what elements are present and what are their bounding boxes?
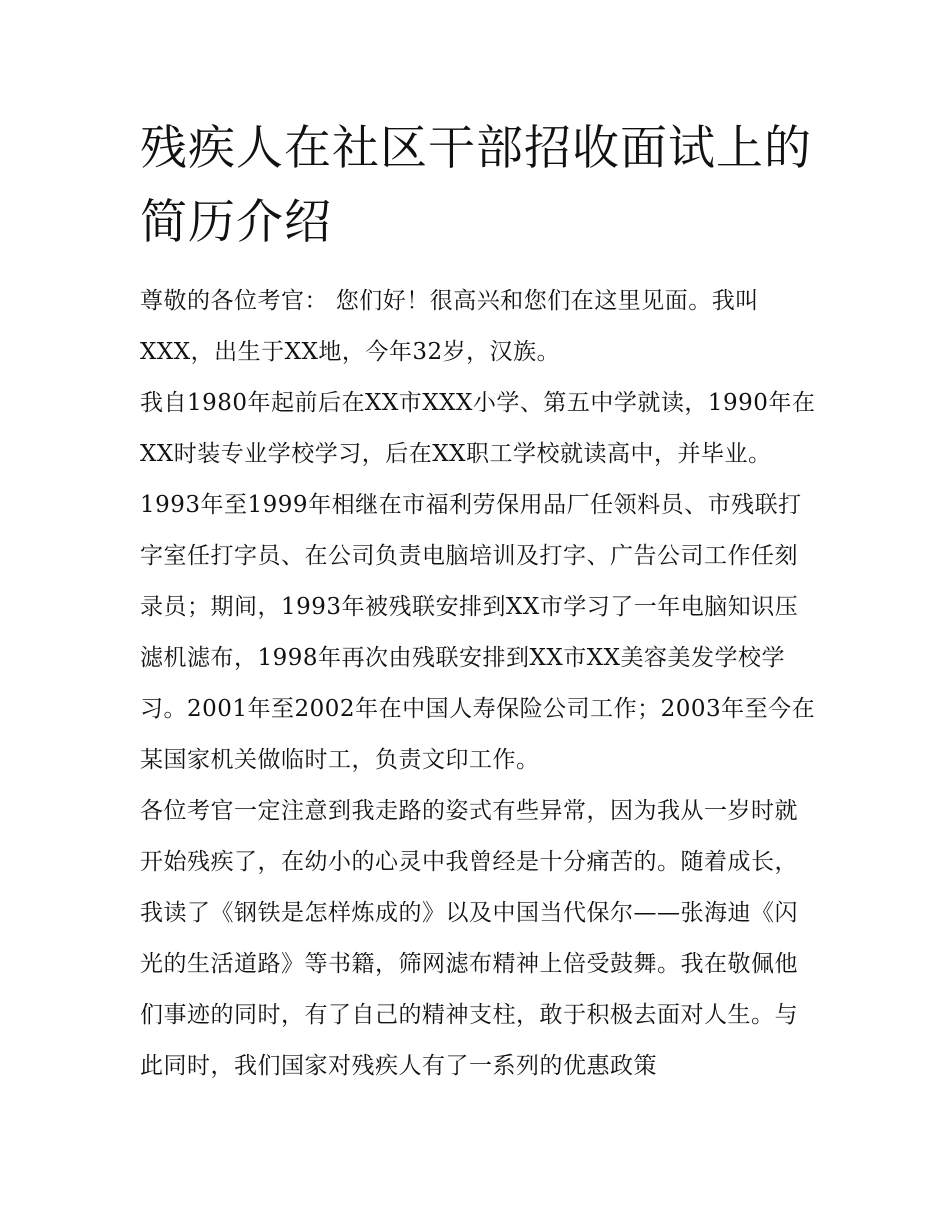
document-body xyxy=(140,276,820,1092)
paragraph-education-work: 我自1980年起前后在XX市XXX小学、第五中学就读，1990年在XX时装专业学校学习，后在XX职工学校就读高中，并毕业。1993年至1999年相继在市福利劳保用品厂任领料员、市残联打字室任打字员、在公司负责电脑培训及打字、广告公司工作任刻录员；期间，1993年被残联安排到XX市学习了一年电脑知识压滤机滤布，1998年再次由残联安排到XX市XX美容美发学校学习。2001年至2002年在中国人寿保险公司工作；2003年至今在某国家机关做临时工，负责文印工作。 xyxy=(140,390,816,773)
document-title: 残疾人在社区干部招收面试上的简历介绍 xyxy=(140,121,812,250)
paragraph-greeting: 尊敬的各位考官： 您们好！很高兴和您们在这里见面。我叫XXX，出生于XX地，今年32岁，汉族。 xyxy=(140,288,759,365)
paragraph-disability: 各位考官一定注意到我走路的姿式有些异常，因为我从一岁时就开始残疾了，在幼小的心灵中我曾经是十分痛苦的。随着成长，我读了《钢铁是怎样炼成的》以及中国当代保尔——张海迪《闪光的生活道路》等书籍，筛网滤布精神上倍受鼓舞。我在敬佩他们事迹的同时，有了自己的精神支柱，敢于积极去面对人生。与此同时，我们国家对残疾人有了一系列的优惠政策 xyxy=(140,798,798,1079)
